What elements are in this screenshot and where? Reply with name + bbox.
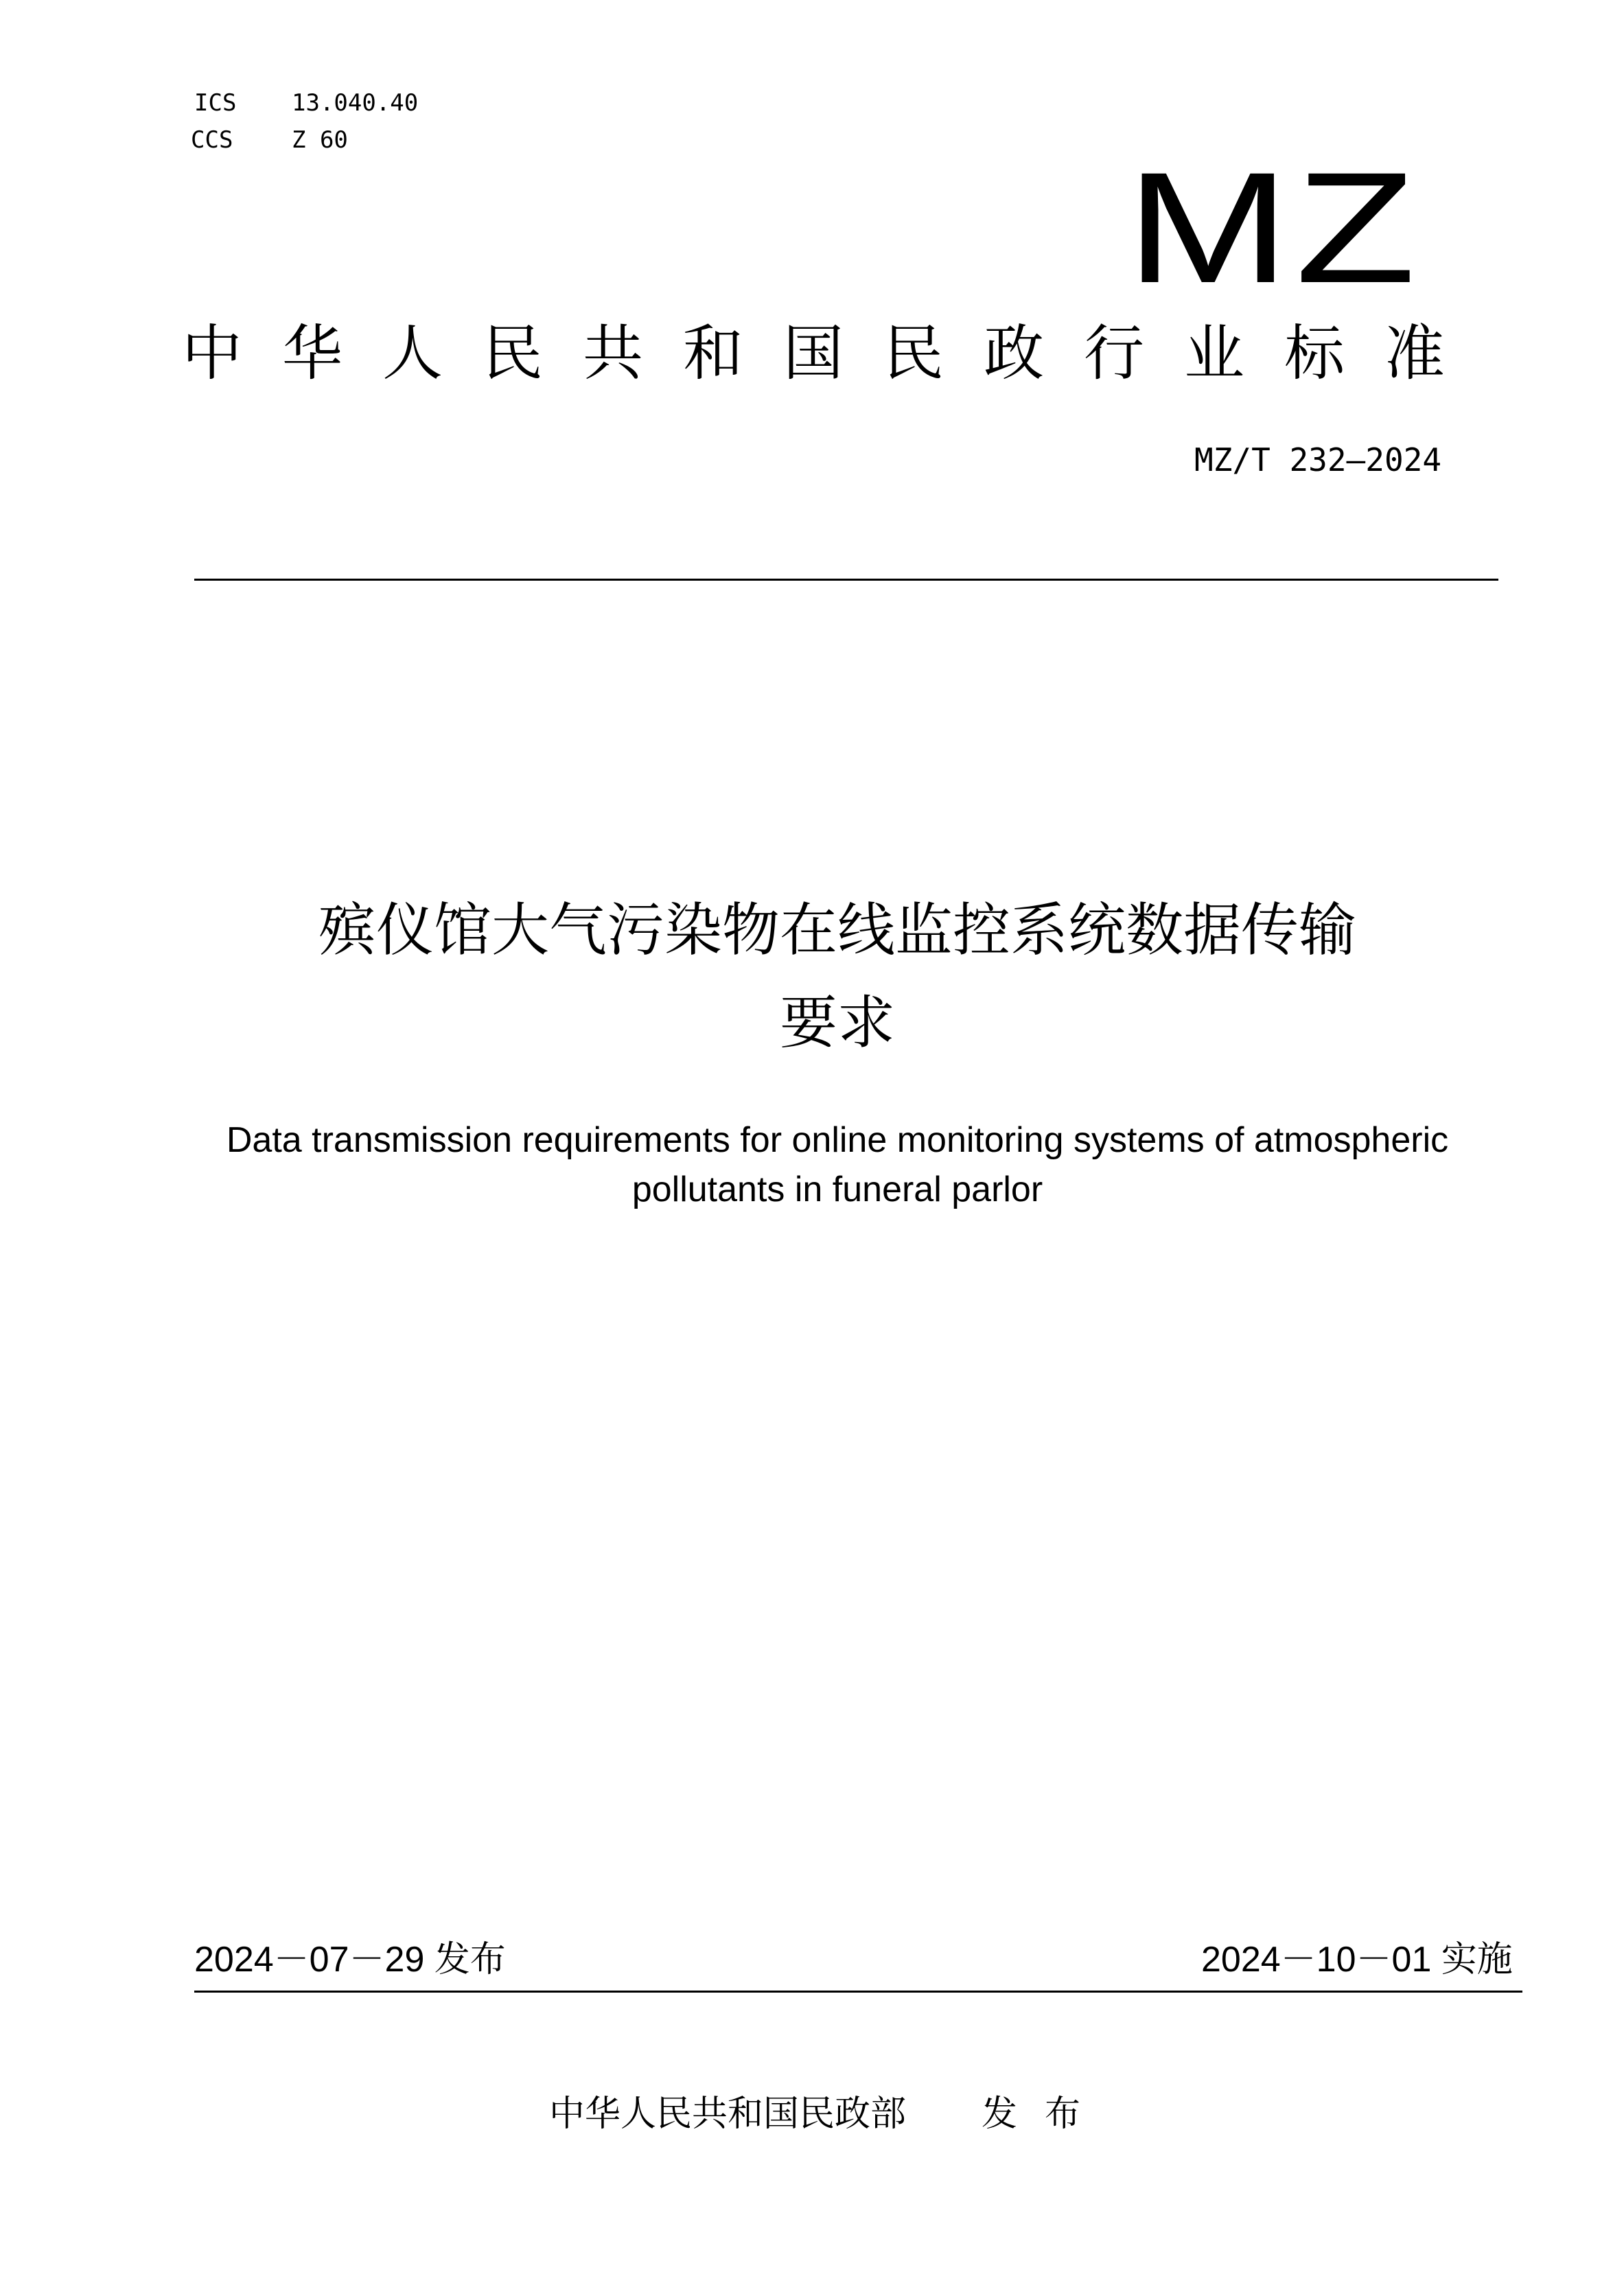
footer-divider <box>194 1991 1522 1993</box>
publish-action: 发布 <box>982 2094 1109 2135</box>
ics-value: 13.040.40 <box>292 89 419 117</box>
ccs-value: Z 60 <box>292 126 348 154</box>
cn-title-line-1: 殡仪馆大气污染物在线监控系统数据传输 <box>318 896 1356 964</box>
issue-date: 2024－07－29 发布 <box>194 1940 506 1980</box>
standard-number: MZ/T 232—2024 <box>1194 441 1442 478</box>
ics-label: ICS <box>194 89 237 117</box>
en-title-line-1: Data transmission requirements for online monitoring systems of atmospheric <box>226 1120 1449 1160</box>
implementation-date: 2024－10－01 实施 <box>1201 1940 1513 1980</box>
mz-logo: MZ <box>1126 139 1422 316</box>
publisher-line <box>549 2087 1108 2142</box>
publisher-name: 中华人民共和国民政部 <box>549 2094 907 2135</box>
ccs-label: CCS <box>191 126 233 154</box>
en-title-line-2: pollutants in funeral parlor <box>631 1170 1043 1209</box>
cn-title-line-2: 要求 <box>779 989 895 1056</box>
standard-category-title: 中华人民共和国民政行业标准 <box>182 318 1485 389</box>
header-divider <box>194 579 1498 581</box>
